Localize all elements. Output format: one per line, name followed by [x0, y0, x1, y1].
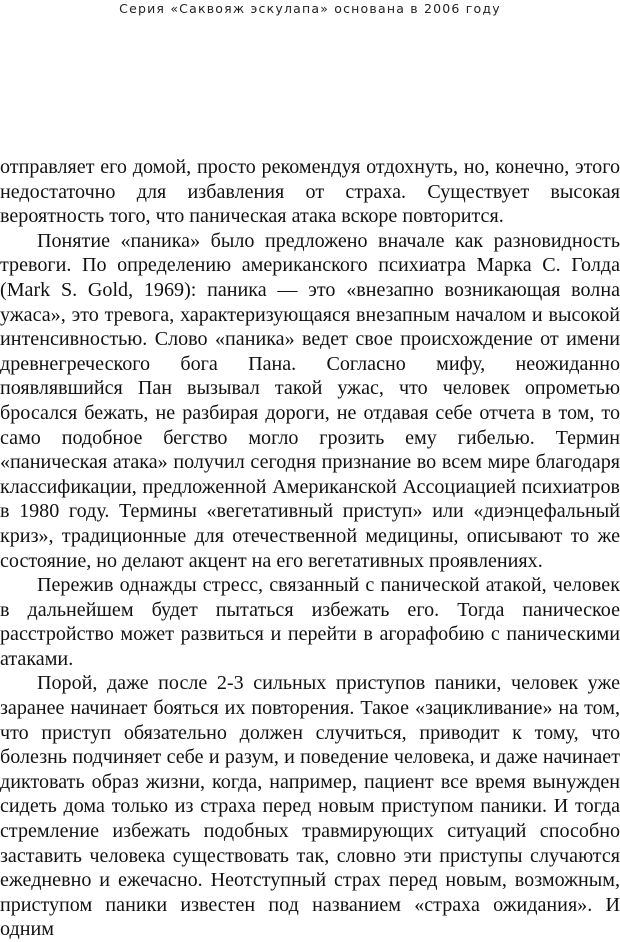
paragraph: Пережив однажды стресс, связанный с панической атакой, человек в дальнейшем будет пытаться избежать его. Тогда паническое расстройство может развиться и перейти в агорафобию с паническими атаками.: [0, 574, 620, 670]
paragraph: Порой, даже после 2-3 сильных приступов паники, человек уже заранее начинает бояться их повторения. Такое «зацикливание» на том, что приступ обязательно должен случиться, приводит к тому, что болезнь подчиняет себе и разум, и поведение человека, и даже начинает диктовать образ жизни, когда, например, пациент все время вынужден сидеть дома только из страха перед новым приступом паники. И тогда стремление избежать подобных травмирующих ситуаций способно заставить человека существовать так, словно эти приступы случаются ежедневно и ежечасно. Неотступный страх перед новым, возможным, приступом паники известен под названием «страха ожидания». И одним: [0, 672, 620, 941]
paragraph: отправляет его домой, просто рекомендуя отдохнуть, но, конечно, этого недостаточно для избавления от страха. Существует высокая вероятность того, что паническая атака вскоре повторится.: [0, 156, 620, 228]
running-head: Серия «Саквояж эскулапа» основана в 2006 году: [119, 1, 501, 16]
paragraph: Понятие «паника» было предложено вначале как разновидность тревоги. По определению американского психиатра Марка С. Голда (Mark S. Gold, 1969): паника — это «внезапно возникающая волна ужаса», это тревога, характеризующаяся внезапным началом и высокой интенсивностью. Слово «паника» ведет свое происхождение от имени древнегреческого бога Пана. Согласно мифу, неожиданно появлявшийся Пан вызывал такой ужас, что человек опрометью бросался бежать, не разбирая дороги, не отдавая себе отчета в том, то само подобное бегство могло грозить ему гибелью. Термин «паническая атака» получил сегодня признание во всем мире благодаря классификации, предложенной Американской Ассоциацией психиатров в 1980 году. Термины «вегетативный приступ» или «диэнцефальный криз», традиционные для отечественной медицины, описывают то же состояние, но делают акцент на его вегетативных проявлениях.: [0, 229, 620, 572]
page-text: [0, 155, 620, 942]
